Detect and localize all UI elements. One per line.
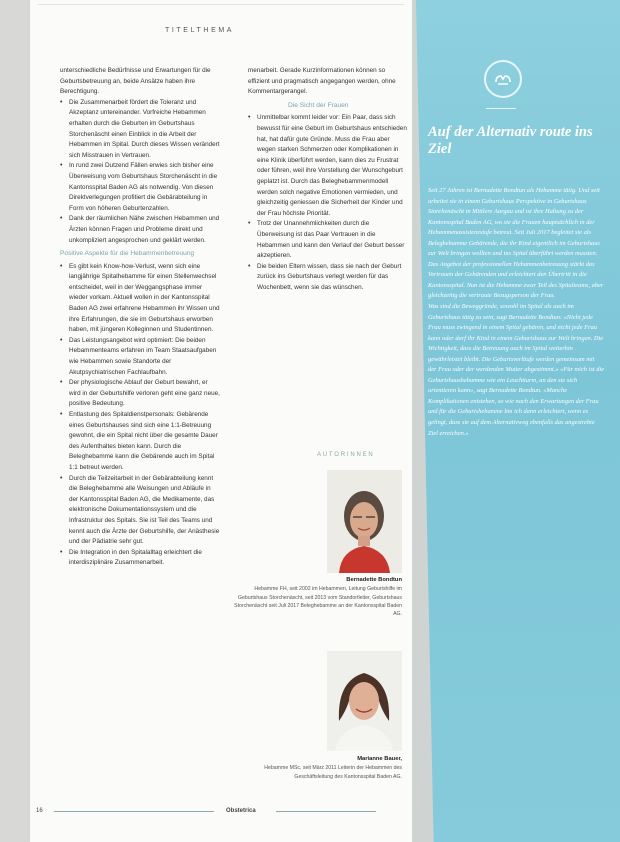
- author2-name: Marianne Bauer,: [357, 756, 402, 762]
- author1-bio: Hebamme FH, seit 2002 im Hebammen, Leitung Geburtshilfe im Geburtshaus Storchenäscht, seit 2013 vom Standortleiter, Geburtshaus Storchenäscht seit Juli 2017 Beleghebamme an der Kantonsspital Baden AG.: [234, 586, 402, 618]
- hands-logo-icon: [484, 60, 522, 98]
- left-bullet-b6: • Die Integration in den Spitalalltag erleichtert die interdisziplinäre Zusammenarbeit.: [60, 548, 220, 569]
- left-bullet-b3: • Der physiologische Ablauf der Geburt bewahrt, er wird in der Geburtshilfe verloren geht eine ganz neue, positive Bedeutung.: [60, 378, 220, 410]
- footer-rule-left: [54, 811, 214, 812]
- left-bullet-b5: • Durch die Teilzeitarbeit in der Gebärabteilung kennt die Beleghebamme alle Weisungen und Abläufe in der Kantonsspital Baden AG, die Medikamente, das elektronische Dokumentationssystem und die Infrastruktur des Spitals. Sie ist Teil des Teams und kennt auch die Ärzte der Geburtshilfe, der Anästhesie und der Pädiatrie sehr gut.: [60, 474, 220, 548]
- author1-portrait-illustration: [327, 470, 402, 573]
- page-number: 16: [36, 808, 43, 814]
- authors-label: AUTORINNEN: [317, 452, 375, 458]
- left-bullet-a2: • In rund zwei Dutzend Fällen erwies sich bisher eine Überweisung vom Geburtshaus Storchenäscht in die Kantonsspital Baden AG als notwendig. Von diesen Direktverlegungen profitiert die Gebärabteilung in Form von höheren Geburtenzahlen.: [60, 161, 220, 214]
- author1-name: Bernadette Bondtun: [346, 577, 402, 583]
- sidebar-title: Auf der Alternativ route ins Ziel: [428, 124, 593, 157]
- left-column: [60, 66, 220, 569]
- mid-bullet-3: • Die beiden Eltern wissen, dass sie nach der Geburt zurück ins Geburtshaus verlegt werden für das Wochenbett, wenn sie das wünschen.: [248, 262, 408, 294]
- author2-photo: [327, 651, 402, 751]
- mid-bullet-list: [248, 113, 408, 293]
- left-subhead: Positive Aspekte für die Hebammenbetreuung: [60, 250, 195, 258]
- sidebar-paragraph-2: Was sind die Beweggründe, sowohl im Spital als auch im Geburtshaus tätig zu sein, sagt Bernadette Bondtun: «Nicht jede Frau muss zwingend in einem Spital gebären, und nicht jede Frau kann oder darf ihr Kind in einem Geburtshaus zur Welt bringen. Die Wichtigkeit, dass die Betreuung auch im Spital weiterhin gewährleistet bleibt. Die Geburtsverläufe werden gemeinsam mit der Frau oder der werdenden Mutter abgestimmt.» «Für mich ist die Geburtshaushebamme wie ein Leuchtturm, an den sie sich orientieren kann», sagt Bernadette Bondtun. «Manche Komplikationen entstehen, so wie nach den Erwartungen der Frau und für die Geburtshebamme bin ich dann erleichtert, wenn es gelingt, dass sie auf dem Alternativweg ebenfalls das angestrebte Ziel erreichen.»: [428, 303, 605, 437]
- left-bullet-list-b: [60, 262, 220, 569]
- logo-divider: [486, 108, 516, 109]
- mid-intro-paragraph: menarbeit. Gerade Kurzinformationen können so effizient und pragmatisch angegangen werden, ohne Kommentargerangel.: [248, 67, 396, 96]
- footer-rule-right: [276, 811, 376, 812]
- author2-caption: [230, 755, 402, 781]
- author2-bio: Hebamme MSc, seit März 2011 Leiterin der Hebammen des Geschäftsleitung des Kantonsspital Baden AG.: [264, 765, 402, 780]
- page-top-rule: [38, 4, 404, 5]
- left-bullet-b1: • Es gibt kein Know-how-Verlust, wenn sich eine langjährige Spitalhebamme für einen Stellenwechsel entscheidet, weil in der Weggangsphase immer wieder vorkam. Aktuell wollen in der Kantonsspital Baden AG zwei erfahrene Hebammen ihr Wissen und ihre Erfahrungen, die sie im Geburtshaus erworben haben, mit jüngeren Kolleginnen und Studentinnen.: [60, 262, 220, 336]
- left-bullet-b4: • Entlastung des Spitaldienstpersonals: Gebärende eines Geburtshauses sind sich eine 1:1-Betreuung gewohnt, die ein Spital nicht über die gesamte Dauer des Aufenthaltes bieten kann. Durch die Beleghebamme kann die Gebärende auch im Spital 1:1 betreut werden.: [60, 410, 220, 474]
- middle-column: [248, 66, 408, 293]
- mid-subhead: Die Sicht der Frauen: [288, 101, 349, 109]
- author1-photo: [327, 470, 402, 573]
- sidebar-text: [428, 186, 604, 439]
- author1-caption: [230, 576, 402, 618]
- mid-bullet-2: • Trotz der Unannehmlichkeiten durch die Überweisung ist das Paar Vertrauen in die Hebammen und kann den Verlauf der Geburt besser akzeptieren.: [248, 219, 408, 261]
- sidebar-paragraph-1: Seit 27 Jahren ist Bernadette Bondtun als Hebamme tätig. Und seit arbeitet sie in einem Geburtshaus Perspektive in Geburtshaus Storchenäscht in Mittlere Aargau und ist ihre Haltung zu der Kantonsspital Baden AG, wo sie die Frauen hauptsächlich in der Hebammenassistenzstufe betreut. Seit Juli 2017 begleitet sie als Beleghebamme Gebärende, die ihr Kind eigentlich im Geburtshaus zur Welt bringen wollten und ins Spital überführt werden mussten. Das Angebot der professionellen Hebammenbetreuung stärkt das Vertrauen der Gebärenden und erleichtert den Übertritt in die Kantonsspital. Nun ist die Hebamme zwar Teil des Spitalteams, aber gleichzeitig die vertraute Bezugsperson der Frau.: [428, 187, 604, 300]
- left-bullet-list-a: [60, 98, 220, 246]
- hands-glyph: [492, 68, 514, 90]
- left-bullet-b2: • Das Leistungsangebot wird optimiert: Die beiden Hebammenteams erfahren im Team Staatsaufgaben wie Hebammen sowie Standorte der Akutpsychiatrischen Fachlaufbahn.: [60, 336, 220, 378]
- author2-portrait-illustration: [327, 651, 402, 751]
- section-label: TITELTHEMA: [165, 27, 235, 34]
- left-bullet-a1: • Die Zusammenarbeit fördert die Toleranz und Akzeptanz untereinander. Vorfreiche Hebammen erhalten durch die Geburten im Geburtshaus Storchenäscht einen Einblick in die Arbeit der Hebammen im Spital. Durch dieses Wissen verändert sich Misstrauen in Vertrauen.: [60, 98, 220, 162]
- mid-bullet-1: • Unmittelbar kommt leider vor: Ein Paar, dass sich bewusst für eine Geburt im Geburtshaus entschieden hat, hat dafür gute Gründe. Muss die Frau aber wegen starken Schmerzen oder Komplikationen in eine Klinik überführt werden, kann dies zu Frustrat oder führen, weil ihre Vorstellung der Wunschgeburt geplatzt ist. Durch das Beleghebammenmodell werden solch negative Emotionen vermieden, und gleichzeitig geniessen die Sicherheit der Kinder und der Frau höchste Priorität.: [248, 113, 408, 219]
- publication-name: Obstetrica: [226, 808, 256, 814]
- left-intro-paragraph: unterschiedliche Bedürfnisse und Erwartungen für die Geburtsbetreuung an, beide Ansätze haben ihre Berechtigung.: [60, 67, 211, 96]
- left-bullet-a3: • Dank der räumlichen Nähe zwischen Hebammen und Ärzten können Fragen und Probleme direkt und unkompliziert angesprochen und geklärt werden.: [60, 214, 220, 246]
